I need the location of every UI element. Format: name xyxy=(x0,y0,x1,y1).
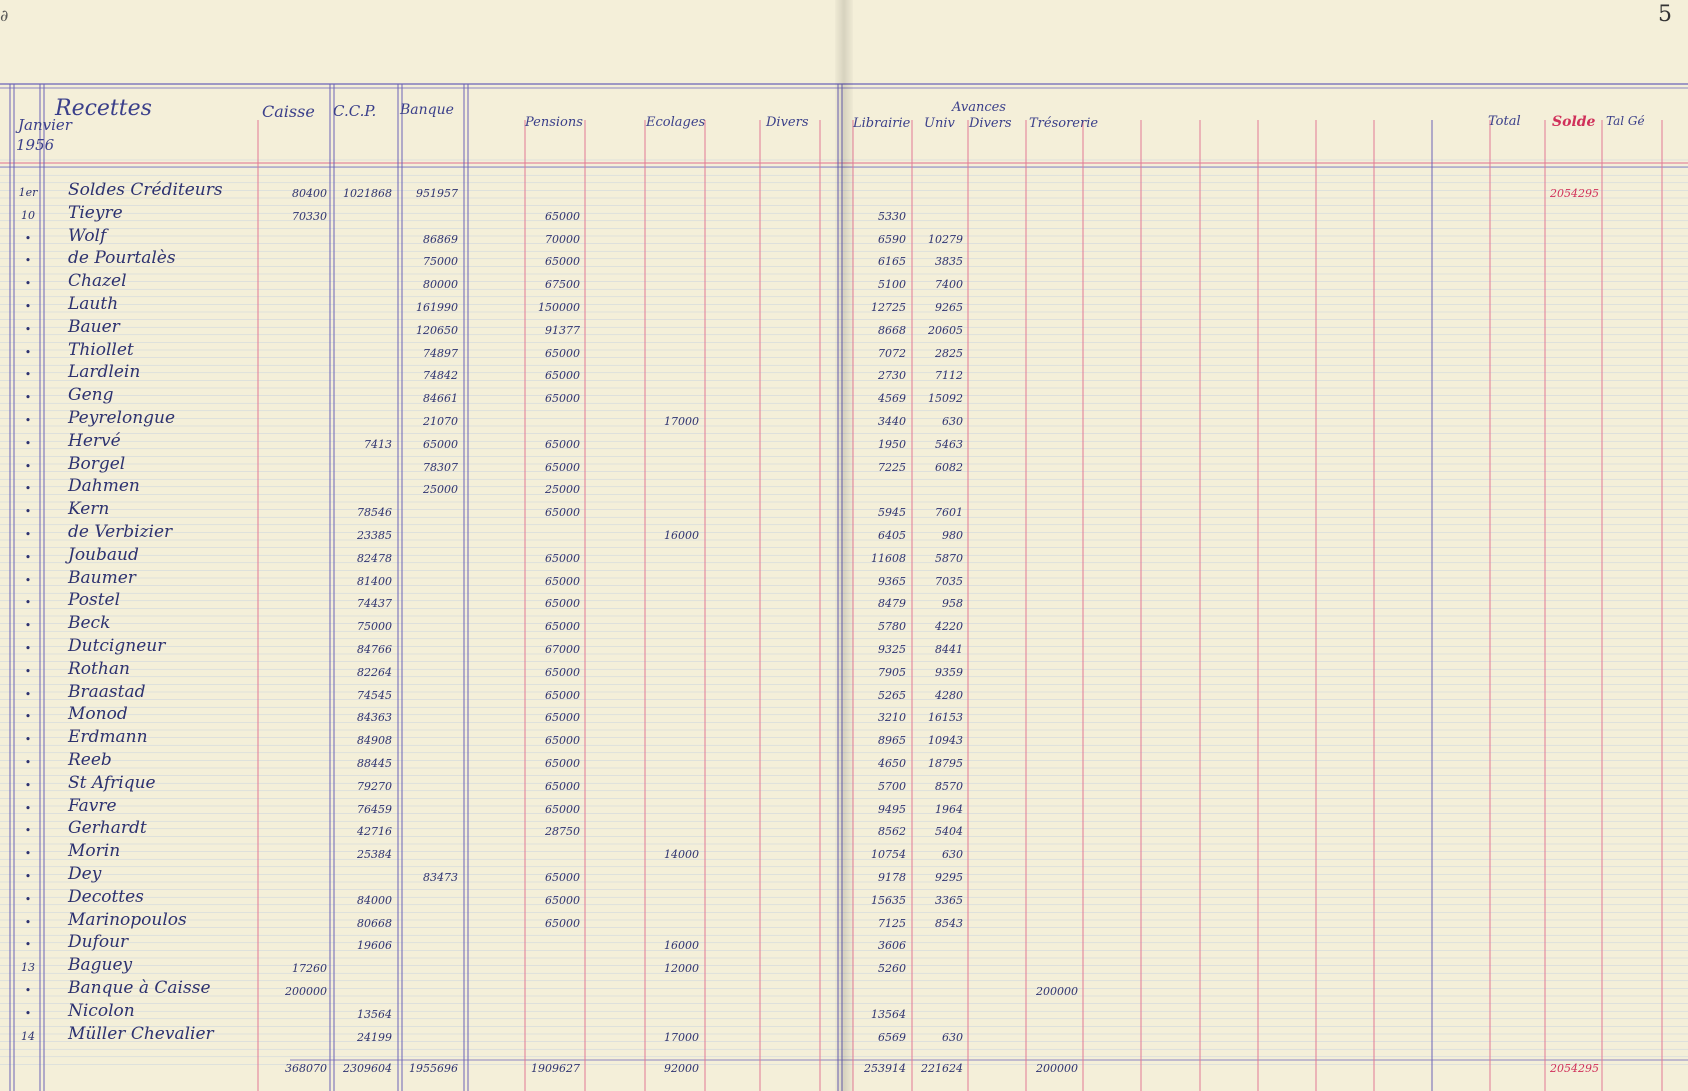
cell-pensions: 70000 xyxy=(545,232,580,246)
row-name: de Verbizier xyxy=(68,522,173,542)
cell-ccp: 19606 xyxy=(357,939,392,953)
row-date: • xyxy=(24,710,32,724)
cell-pensions: 65000 xyxy=(545,665,580,679)
header-total-general: Tal Gé xyxy=(1606,114,1645,128)
header-univ: Univ xyxy=(924,116,955,131)
cell-librairie: 4650 xyxy=(878,757,906,770)
row-date: • xyxy=(24,915,32,929)
cell-librairie: 6569 xyxy=(878,1030,906,1044)
cell-univ: 7035 xyxy=(935,574,963,588)
cell-ccp: 24199 xyxy=(357,1030,392,1044)
cell-univ: 630 xyxy=(942,415,963,428)
row-name: Borgel xyxy=(68,453,126,474)
cell-librairie: 9178 xyxy=(878,871,906,884)
cell-ccp: 74545 xyxy=(357,688,392,702)
cell-univ: 4220 xyxy=(935,620,963,634)
cell-ccp: 84766 xyxy=(357,643,392,656)
cell-librairie: 6405 xyxy=(878,529,906,542)
cell-pensions: 65000 xyxy=(545,597,580,611)
cell-librairie: 8479 xyxy=(878,597,906,611)
row-date: • xyxy=(24,824,32,838)
row-name: Lardlein xyxy=(68,362,141,383)
header-divers: Divers xyxy=(766,115,809,130)
cell-univ: 10279 xyxy=(928,232,963,246)
cell-librairie: 7125 xyxy=(878,916,906,930)
row-name: Thiollet xyxy=(68,339,134,360)
row-name: Tieyre xyxy=(68,202,123,223)
cell-univ: 980 xyxy=(942,529,963,542)
cell-univ: 4280 xyxy=(935,688,963,702)
cell-univ: 8570 xyxy=(935,779,963,793)
cell-univ: 5404 xyxy=(935,825,963,839)
row-name: Chazel xyxy=(68,271,127,292)
cell-pensions: 65000 xyxy=(545,460,580,474)
cell-univ: 3365 xyxy=(935,893,963,907)
row-date: • xyxy=(24,391,32,405)
cell-univ: 7112 xyxy=(935,369,963,383)
row-name: Beck xyxy=(68,613,111,634)
cell-pensions: 65000 xyxy=(545,209,580,223)
cell-ccp: 82478 xyxy=(357,551,392,565)
cell-banque: 80000 xyxy=(423,278,458,292)
cell-pensions: 65000 xyxy=(545,506,580,520)
corner-mark: ∂ xyxy=(0,6,9,25)
cell-librairie: 6165 xyxy=(878,255,906,269)
header-title: Recettes xyxy=(55,96,152,121)
cell-ecolages: 17000 xyxy=(664,415,699,428)
cell-ccp: 25384 xyxy=(357,848,392,862)
cell-univ: 5463 xyxy=(935,437,963,451)
cell-banque: 120650 xyxy=(416,323,458,337)
cell-caisse: 80400 xyxy=(292,187,327,200)
cell-ccp: 84908 xyxy=(357,734,392,748)
cell-pensions: 65000 xyxy=(545,620,580,634)
row-date: • xyxy=(24,436,32,450)
cell-pensions: 65000 xyxy=(545,574,580,588)
cell-pensions: 65000 xyxy=(545,802,580,816)
cell-pensions: 25000 xyxy=(545,483,580,497)
cell-banque: 21070 xyxy=(423,415,458,428)
row-date: • xyxy=(24,322,32,336)
cell-banque: 951957 xyxy=(416,187,458,200)
cell-ccp: 42716 xyxy=(357,825,392,839)
row-name: Erdmann xyxy=(68,727,148,748)
row-name: Kern xyxy=(68,499,110,520)
row-name: Soldes Créditeurs xyxy=(68,180,223,200)
row-date: • xyxy=(24,528,32,541)
header-tresorerie: Trésorerie xyxy=(1029,116,1099,131)
row-name: Baumer xyxy=(68,567,136,588)
cell-librairie: 7225 xyxy=(878,460,906,474)
cell-ccp: 80668 xyxy=(357,916,392,930)
row-date: • xyxy=(24,414,32,427)
cell-ccp: 78546 xyxy=(357,506,392,520)
row-date: • xyxy=(24,550,32,564)
cell-librairie: 2730 xyxy=(878,369,906,383)
cell-librairie: 6590 xyxy=(878,232,906,246)
total-librairie: 253914 xyxy=(864,1062,906,1075)
cell-pensions: 65000 xyxy=(545,346,580,360)
cell-librairie: 8562 xyxy=(878,825,906,839)
row-name: Monod xyxy=(68,704,128,725)
row-name: Bauer xyxy=(68,316,120,337)
row-date: • xyxy=(24,345,32,359)
cell-univ: 1964 xyxy=(935,802,963,816)
cell-pensions: 65000 xyxy=(545,551,580,565)
row-date: • xyxy=(24,687,32,701)
cell-banque: 78307 xyxy=(423,460,458,474)
row-name: Reeb xyxy=(68,750,112,770)
row-name: St Afrique xyxy=(68,772,156,793)
cell-librairie: 5780 xyxy=(878,620,906,634)
row-date: 10 xyxy=(21,208,35,222)
cell-ecolages: 12000 xyxy=(664,962,699,976)
cell-univ: 20605 xyxy=(928,323,963,337)
cell-banque: 74842 xyxy=(423,369,458,383)
cell-librairie: 8668 xyxy=(878,323,906,337)
cell-univ: 8441 xyxy=(935,643,963,656)
cell-pensions: 65000 xyxy=(545,392,580,406)
row-date: • xyxy=(24,984,32,997)
header-ccp: C.C.P. xyxy=(333,102,377,120)
row-date: • xyxy=(24,892,32,906)
cell-banque: 86869 xyxy=(423,232,458,246)
cell-ccp: 74437 xyxy=(357,597,392,611)
cell-ecolages: 17000 xyxy=(664,1030,699,1044)
row-date: • xyxy=(24,938,32,952)
total-ecolages: 92000 xyxy=(664,1062,699,1075)
cell-librairie: 10754 xyxy=(871,848,906,862)
cell-librairie: 8965 xyxy=(878,734,906,748)
cell-univ: 8543 xyxy=(935,916,963,930)
total-solde: 2054295 xyxy=(1550,1062,1599,1075)
cell-ccp: 79270 xyxy=(357,779,392,793)
cell-pensions: 65000 xyxy=(545,871,580,884)
cell-librairie: 5260 xyxy=(878,962,906,976)
row-date: • xyxy=(24,733,32,747)
row-date: • xyxy=(24,254,32,268)
row-date: 14 xyxy=(21,1029,35,1043)
page-number: 5 xyxy=(1658,2,1672,27)
cell-pensions: 65000 xyxy=(545,757,580,770)
cell-univ: 3835 xyxy=(935,255,963,269)
row-date: 13 xyxy=(21,961,35,975)
cell-librairie: 15635 xyxy=(871,893,906,907)
cell-ccp: 82264 xyxy=(357,665,392,679)
cell-librairie: 9325 xyxy=(878,643,906,656)
row-name: Postel xyxy=(68,590,121,611)
cell-pensions: 28750 xyxy=(545,825,580,839)
header-pensions: Pensions xyxy=(525,115,583,130)
cell-librairie: 5945 xyxy=(878,506,906,520)
row-date: • xyxy=(24,277,32,291)
row-date: • xyxy=(24,368,32,382)
cell-solde: 2054295 xyxy=(1550,187,1599,200)
cell-ecolages: 14000 xyxy=(664,848,699,862)
total-tresorerie: 200000 xyxy=(1036,1062,1078,1075)
cell-librairie: 7905 xyxy=(878,665,906,679)
row-date: • xyxy=(24,778,32,792)
header-banque: Banque xyxy=(400,102,454,118)
row-name: de Pourtalès xyxy=(68,248,176,269)
cell-univ: 16153 xyxy=(928,711,963,725)
cell-librairie: 1950 xyxy=(878,437,906,451)
total-univ: 221624 xyxy=(921,1062,963,1075)
row-date: • xyxy=(24,801,32,815)
cell-pensions: 65000 xyxy=(545,688,580,702)
cell-pensions: 65000 xyxy=(545,734,580,748)
cell-univ: 18795 xyxy=(928,757,963,770)
cell-banque: 25000 xyxy=(423,483,458,497)
cell-ccp: 7413 xyxy=(364,437,392,451)
cell-univ: 630 xyxy=(942,848,963,862)
cell-librairie: 11608 xyxy=(871,551,906,565)
header-ecolages: Ecolages xyxy=(646,115,706,130)
row-date: • xyxy=(24,573,32,587)
cell-caisse: 200000 xyxy=(285,985,327,998)
cell-univ: 9295 xyxy=(935,871,963,884)
cell-librairie: 13564 xyxy=(871,1007,906,1021)
cell-pensions: 67000 xyxy=(545,643,580,656)
cell-pensions: 65000 xyxy=(545,369,580,383)
cell-ccp: 81400 xyxy=(357,574,392,588)
cell-caisse: 17260 xyxy=(292,962,327,976)
header-divers2: Divers xyxy=(969,116,1012,131)
row-name: Nicolon xyxy=(68,1000,135,1021)
row-name: Braastad xyxy=(68,681,146,702)
total-ccp: 2309604 xyxy=(343,1062,392,1075)
header-librairie: Librairie xyxy=(853,116,911,131)
cell-univ: 15092 xyxy=(928,392,963,406)
cell-univ: 7601 xyxy=(935,506,963,520)
cell-librairie: 9365 xyxy=(878,574,906,588)
row-date: • xyxy=(24,1006,32,1020)
row-date: • xyxy=(24,231,32,245)
row-date: • xyxy=(24,482,32,496)
row-name: Wolf xyxy=(68,225,107,246)
row-name: Müller Chevalier xyxy=(68,1023,214,1044)
row-name: Banque à Caisse xyxy=(68,978,211,998)
cell-librairie: 4569 xyxy=(878,392,906,406)
row-name: Baguey xyxy=(68,955,133,976)
cell-banque: 75000 xyxy=(423,255,458,269)
header-month: Janvier xyxy=(18,116,72,134)
cell-librairie: 9495 xyxy=(878,802,906,816)
cell-librairie: 3210 xyxy=(878,711,906,725)
row-name: Marinopoulos xyxy=(68,909,187,930)
cell-pensions: 65000 xyxy=(545,893,580,907)
header-avances: Avances xyxy=(952,100,1006,115)
row-name: Dutcigneur xyxy=(68,636,166,656)
row-date: • xyxy=(24,847,32,861)
row-name: Dahmen xyxy=(68,476,140,497)
header-year: 1956 xyxy=(16,136,55,154)
cell-pensions: 150000 xyxy=(538,301,580,314)
row-date: • xyxy=(24,459,32,473)
cell-univ: 2825 xyxy=(935,346,963,360)
header-solde: Solde xyxy=(1552,114,1596,130)
row-date: • xyxy=(24,870,32,883)
cell-pensions: 65000 xyxy=(545,437,580,451)
row-name: Lauth xyxy=(68,294,119,314)
cell-univ: 630 xyxy=(942,1030,963,1044)
cell-pensions: 65000 xyxy=(545,779,580,793)
row-name: Gerhardt xyxy=(68,818,147,839)
cell-ccp: 23385 xyxy=(357,529,392,542)
row-date: • xyxy=(24,619,32,633)
cell-librairie: 12725 xyxy=(871,301,906,314)
header-total: Total xyxy=(1488,114,1521,129)
total-caisse: 368070 xyxy=(285,1062,327,1075)
cell-librairie: 5700 xyxy=(878,779,906,793)
row-name: Morin xyxy=(68,841,121,862)
row-name: Hervé xyxy=(68,430,121,451)
row-name: Dufour xyxy=(68,932,129,953)
row-date: 1er xyxy=(18,186,38,199)
row-date: • xyxy=(24,505,32,519)
cell-banque: 84661 xyxy=(423,392,458,406)
cell-univ: 5870 xyxy=(935,551,963,565)
cell-librairie: 5100 xyxy=(878,278,906,292)
cell-pensions: 65000 xyxy=(545,711,580,725)
cell-ccp: 13564 xyxy=(357,1007,392,1021)
cell-univ: 7400 xyxy=(935,278,963,292)
cell-ccp: 76459 xyxy=(357,802,392,816)
cell-univ: 10943 xyxy=(928,734,963,748)
cell-banque: 74897 xyxy=(423,346,458,360)
row-date: • xyxy=(24,300,32,313)
cell-pensions: 65000 xyxy=(545,255,580,269)
cell-ccp: 88445 xyxy=(357,757,392,770)
row-name: Geng xyxy=(68,385,114,406)
cell-banque: 83473 xyxy=(423,871,458,884)
cell-univ: 9359 xyxy=(935,665,963,679)
cell-tresorerie: 200000 xyxy=(1036,985,1078,998)
cell-banque: 161990 xyxy=(416,301,458,314)
cell-univ: 6082 xyxy=(935,460,963,474)
cell-univ: 958 xyxy=(942,597,963,611)
row-name: Rothan xyxy=(68,658,130,679)
row-name: Decottes xyxy=(68,886,144,907)
cell-pensions: 65000 xyxy=(545,916,580,930)
cell-librairie: 5265 xyxy=(878,688,906,702)
cell-ecolages: 16000 xyxy=(664,939,699,953)
cell-ecolages: 16000 xyxy=(664,529,699,542)
cell-librairie: 3440 xyxy=(878,415,906,428)
cell-ccp: 84363 xyxy=(357,711,392,725)
total-banque: 1955696 xyxy=(409,1062,458,1075)
cell-univ: 9265 xyxy=(935,301,963,314)
cell-ccp: 1021868 xyxy=(343,187,392,200)
cell-banque: 65000 xyxy=(423,437,458,451)
cell-caisse: 70330 xyxy=(292,209,327,223)
row-name: Favre xyxy=(68,795,117,816)
cell-librairie: 7072 xyxy=(878,346,906,360)
row-name: Peyrelongue xyxy=(68,408,176,428)
row-date: • xyxy=(24,596,32,610)
cell-ccp: 75000 xyxy=(357,620,392,634)
row-date: • xyxy=(24,642,32,655)
cell-ccp: 84000 xyxy=(357,893,392,907)
row-date: • xyxy=(24,664,32,678)
row-name: Joubaud xyxy=(68,544,139,565)
total-pensions: 1909627 xyxy=(531,1062,580,1075)
cell-pensions: 91377 xyxy=(545,323,580,337)
cell-librairie: 5330 xyxy=(878,209,906,223)
cell-pensions: 67500 xyxy=(545,278,580,292)
header-caisse: Caisse xyxy=(262,102,315,121)
row-date: • xyxy=(24,756,32,769)
row-name: Dey xyxy=(68,864,102,884)
cell-librairie: 3606 xyxy=(878,939,906,953)
